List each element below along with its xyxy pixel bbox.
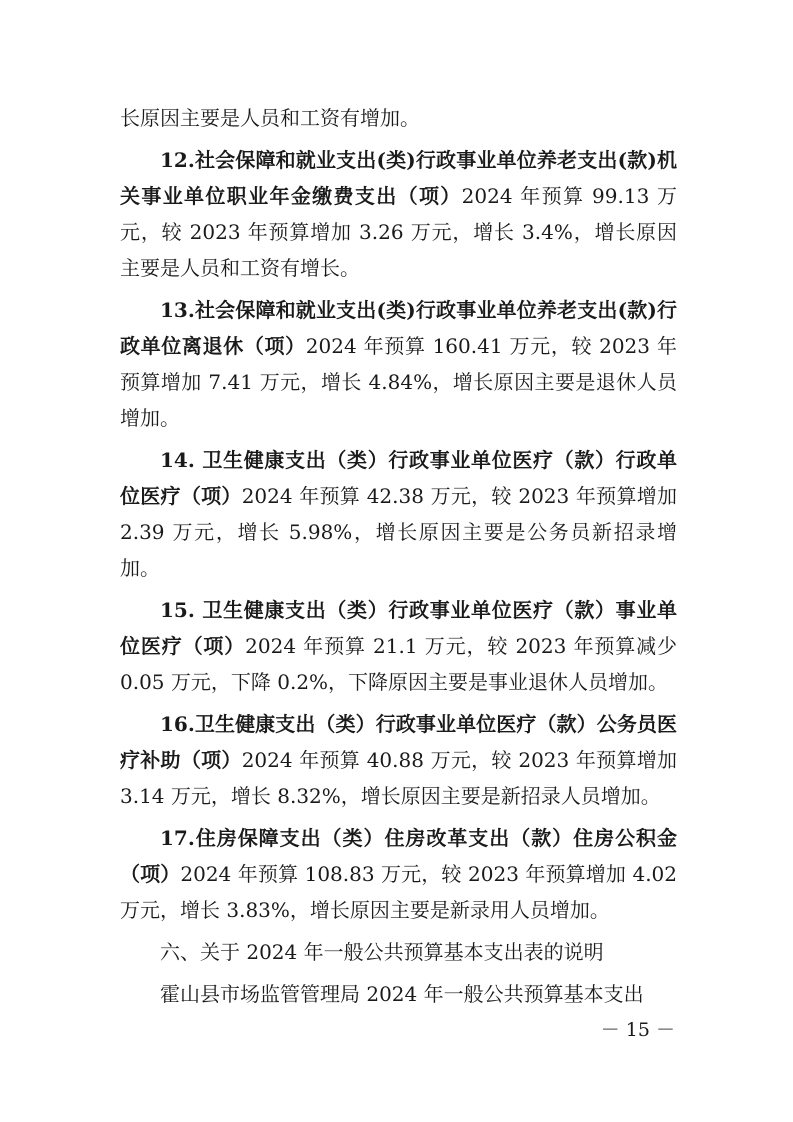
paragraph-text: 2024 年预算 40.88 万元，较 2023 年预算增加 3.14 万元，增长 8.32%，增长原因主要是新招录人员增加。 <box>120 748 678 808</box>
paragraph-text: 长原因主要是人员和工资有增加。 <box>120 106 420 130</box>
paragraph-item-12 <box>120 142 677 286</box>
paragraph-item-13 <box>120 292 677 436</box>
paragraph-bold-lead: 12.社会保障和就业支出(类)行政事业单位养老支出(款)机关事业单位职业年金缴费支出（项） <box>120 148 677 208</box>
paragraph-bold-lead: 17.住房保障支出（类）住房改革支出（款）住房公积金（项） <box>120 826 677 886</box>
paragraph-bold-lead: 14. 卫生健康支出（类）行政事业单位医疗（款）行政单位医疗（项） <box>120 448 677 508</box>
paragraph-text: 2024 年预算 21.1 万元，较 2023 年预算减少 0.05 万元，下降 0.2%，下降原因主要是事业退休人员增加。 <box>120 634 677 694</box>
paragraph-text: 2024 年预算 99.13 万元，较 2023 年预算增加 3.26 万元，增长 3.4%，增长原因主要是人员和工资有增长。 <box>120 184 678 280</box>
paragraph-text: 2024 年预算 42.38 万元，较 2023 年预算增加 2.39 万元，增长 5.98%，增长原因主要是公务员新招录增加。 <box>120 484 678 580</box>
document-body <box>120 100 677 1012</box>
section-heading: 六、关于 2024 年一般公共预算基本支出表的说明 <box>160 940 604 964</box>
paragraph-item-14 <box>120 442 677 586</box>
paragraph-bold-lead: 13.社会保障和就业支出(类)行政事业单位养老支出(款)行政单位离退休（项） <box>120 298 677 358</box>
paragraph-item-15 <box>120 592 677 700</box>
paragraph-item-17 <box>120 820 677 928</box>
paragraph-bold-lead: 15. 卫生健康支出（类）行政事业单位医疗（款）事业单位医疗（项） <box>120 598 677 658</box>
paragraph-item-16 <box>120 706 677 814</box>
paragraph-bold-lead: 16.卫生健康支出（类）行政事业单位医疗（款）公务员医疗补助（项） <box>120 712 677 772</box>
paragraph-text: 2024 年预算 108.83 万元，较 2023 年预算增加 4.02 万元，增长 3.83%，增长原因主要是新录用人员增加。 <box>120 862 678 922</box>
paragraph-last: 霍山县市场监管管理局 2024 年一般公共预算基本支出 <box>160 982 644 1006</box>
paragraph-text: 2024 年预算 160.41 万元，较 2023 年预算增加 7.41 万元，增长 4.84%，增长原因主要是退休人员增加。 <box>120 334 677 430</box>
page-number: － 15 － <box>600 1019 675 1041</box>
paragraph-continuation <box>120 100 677 136</box>
